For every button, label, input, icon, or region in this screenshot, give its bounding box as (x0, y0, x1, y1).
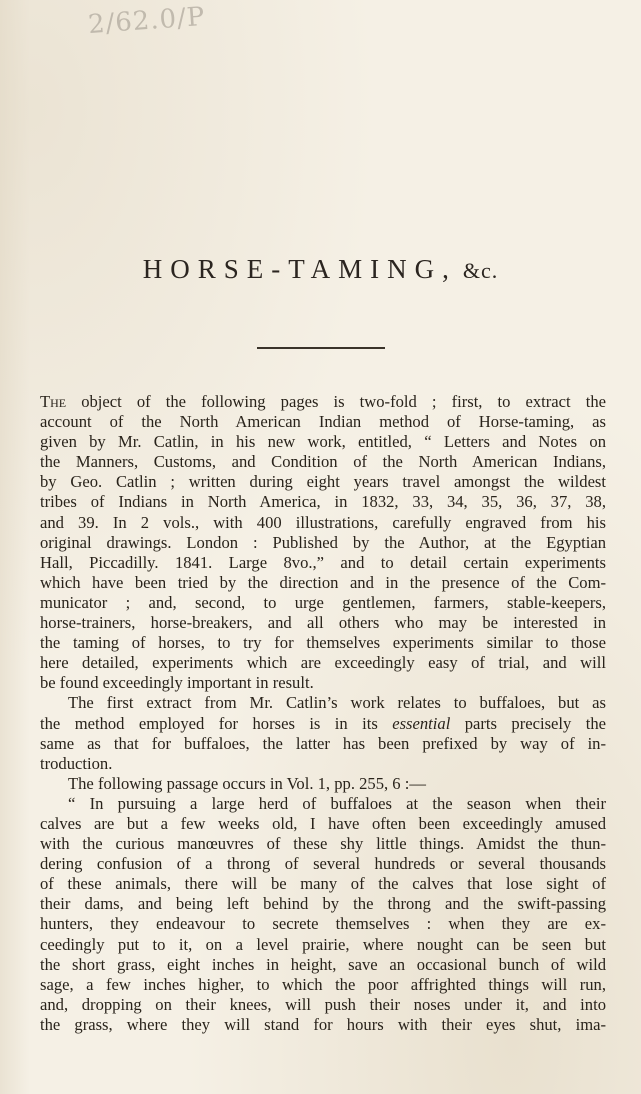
body-line: The object of the following pages is two-fold ; first, to extract the (40, 392, 606, 411)
body-line: The following passage occurs in Vol. 1, pp. 255, 6 :— (68, 773, 426, 793)
body-line: horse-trainers, horse-breakers, and all others who may be interested in (40, 613, 606, 633)
body-line: the grass, where they will stand for hours with their eyes shut, ima- (40, 1014, 606, 1034)
body-line: be found exceedingly important in result. (40, 673, 314, 693)
body-line: of these animals, there will be many of the calves that lose sight of (40, 874, 606, 894)
body-line: with the curious manœuvres of these shy little things. Amidst the thun- (40, 834, 606, 854)
body-line: hunters, they endeavour to secrete themselves : when they are ex- (40, 914, 606, 934)
body-line: here detailed, experiments which are exceedingly easy of trial, and will (40, 653, 606, 673)
body-line: same as that for buffaloes, the latter has been prefixed by way of in- (40, 733, 606, 753)
body-line: their dams, and being left behind by the throng and the swift-passing (40, 894, 606, 914)
body-line: given by Mr. Catlin, in his new work, entitled, “ Letters and Notes on (40, 432, 606, 452)
handwritten-shelfmark: 2/62.0/P (87, 1, 207, 41)
title-main: HORSE-TAMING, (142, 254, 457, 284)
body-line: the method employed for horses is in its essential parts precisely the (40, 713, 606, 733)
emphasis-word: essential (392, 713, 451, 733)
body-line: the Manners, Customs, and Condition of the North American Indians, (40, 452, 606, 472)
body-line: troduction. (40, 753, 113, 773)
body-line: The first extract from Mr. Catlin’s work relates to buffaloes, but as (68, 693, 606, 713)
body-line: dering confusion of a throng of several hundreds or several thousands (40, 854, 606, 874)
body-line: municator ; and, second, to urge gentlemen, farmers, stable-keepers, (40, 592, 606, 612)
body-text (40, 392, 606, 1035)
body-line: original drawings. London : Published by the Author, at the Egyptian (40, 532, 606, 552)
body-line: Hall, Piccadilly. 1841. Large 8vo.,” and to detail certain experiments (40, 552, 606, 572)
body-line: sage, a few inches higher, to which the poor affrighted things will run, (40, 974, 606, 994)
body-line: and, dropping on their knees, will push their noses under it, and into (40, 994, 606, 1014)
page-title (0, 254, 641, 285)
body-line: the short grass, eight inches in height, save an occasional bunch of wild (40, 954, 606, 974)
body-line: and 39. In 2 vols., with 400 illustrations, carefully engraved from his (40, 512, 606, 532)
body-line: ceedingly put to it, on a level prairie, where nought can be seen but (40, 934, 606, 954)
body-line: which have been tried by the direction and in the presence of the Com- (40, 572, 606, 592)
title-etc: &c. (462, 258, 499, 283)
body-line: the taming of horses, to try for themselves experiments similar to those (40, 633, 606, 653)
body-line: tribes of Indians in North America, in 1832, 33, 34, 35, 36, 37, 38, (40, 492, 606, 512)
opening-word: The (40, 392, 67, 411)
body-line: “ In pursuing a large herd of buffaloes at the season when their (68, 793, 606, 813)
body-line: calves are but a few weeks old, I have often been exceedingly amused (40, 813, 606, 833)
body-line: by Geo. Catlin ; written during eight years travel amongst the wildest (40, 472, 606, 492)
body-line: account of the North American Indian method of Horse-taming, as (40, 412, 606, 432)
title-divider-rule (257, 347, 385, 349)
